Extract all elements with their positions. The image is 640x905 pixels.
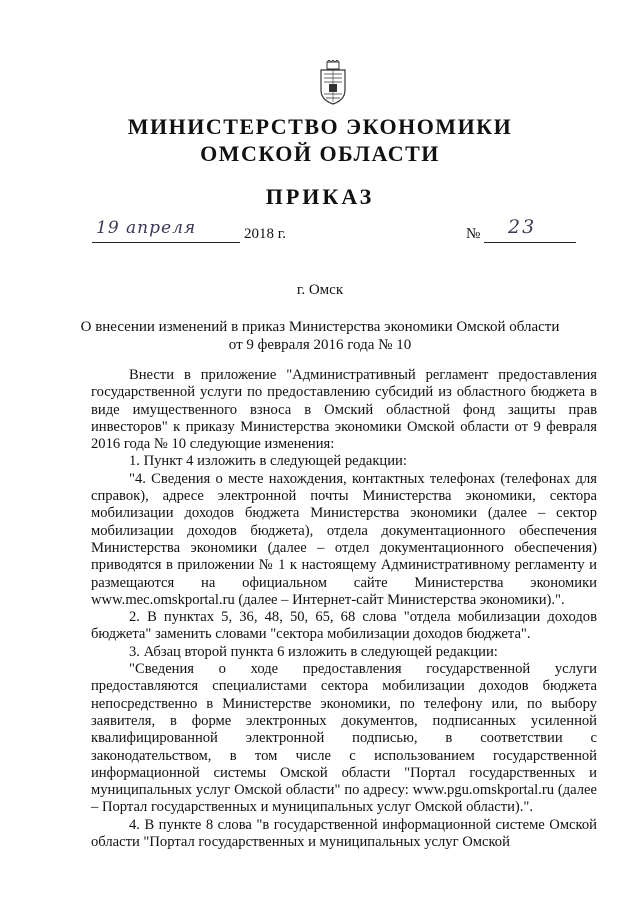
order-body [91, 367, 597, 851]
body-paragraph-intro: Внести в приложение "Административный регламент предоставления государственной услуги по предоставлению субсидий из областного бюджета в виде имущественного взноса в Омский областной фонд защиты прав инвесторов" к приказу Министерства экономики Омской области от 9 февраля 2016 года № 10 следующие изменения: [91, 367, 597, 453]
coat-of-arms-emblem [318, 60, 348, 106]
city: г. Омск [296, 282, 344, 298]
body-paragraph-item1: 1. Пункт 4 изложить в следующей редакции: [129, 453, 407, 470]
order-subject [80, 318, 560, 354]
body-paragraph-item3: 3. Абзац второй пункта 6 изложить в следующей редакции: [129, 643, 498, 660]
subject-line2: от 9 февраля 2016 года № 10 [228, 337, 412, 353]
body-paragraph-item2: 2. В пунктах 5, 36, 48, 50, 65, 68 слова "отдела мобилизации доходов бюджета" заменить словами "сектора мобилизации доходов бюджета". [91, 609, 597, 643]
body-paragraph-item1-text: "4. Сведения о месте нахождения, контактных телефонах (телефонах для справок), адресе электронной почты Министерства экономики, сектора мобилизации доходов бюджета Министерства экономики (далее – сектор мобилизации доходов бюджета), отдела документационного обеспечения Министерства экономики (далее – отдел документационного обеспечения) приводятся в приложении № 1 к настоящему Административному регламенту и размещаются на официальном сайте Министерства экономики www.mec.omskportal.ru (далее – Интернет-сайт Министерства экономики).". [91, 470, 597, 608]
body-paragraph-item4: 4. В пункте 8 слова "в государственной информационной системе Омской области "Портал государственных и муниципальных услуг Омской [91, 816, 597, 851]
handwritten-date: 19 апреля [96, 218, 197, 238]
order-number-label: № [466, 226, 481, 242]
subject-line1: О внесении изменений в приказ Министерства экономики Омской области [80, 319, 560, 335]
body-paragraph-item3-text: "Сведения о ходе предоставления государственной услуги предоставляются специалистами сектора мобилизации доходов бюджета непосредственно в Министерстве экономики, по телефону или, по выбору заявителя, в форме электронных документов, подписанных усиленной квалифицированной электронной подписью, в соответствии с законодательством, в том числе с использованием государственной информационной системы Омской области "Портал государственных и муниципальных услуг Омской области" по адресу: www.pgu.omskportal.ru (далее – Портал государственных и муниципальных услуг Омской области).". [91, 661, 597, 816]
ministry-name-line2: ОМСКОЙ ОБЛАСТИ [200, 141, 440, 166]
order-year: 2018 г. [244, 226, 286, 242]
handwritten-number: 23 [508, 216, 537, 238]
ministry-name-line1: МИНИСТЕРСТВО ЭКОНОМИКИ [127, 114, 513, 139]
order-title: ПРИКАЗ [265, 184, 375, 209]
